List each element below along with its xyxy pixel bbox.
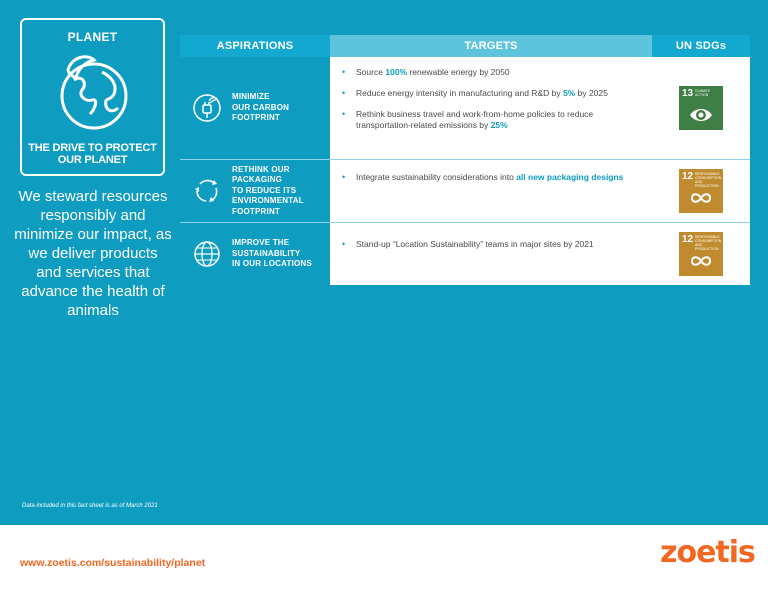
infinity-icon <box>689 187 713 209</box>
aspiration-cell <box>180 57 330 159</box>
footnote: Data included in this fact sheet is as of March 2021 <box>22 503 158 509</box>
mission-statement: We steward resources responsibly and minimize our impact, as we deliver products and services that advance the health of animals <box>14 188 172 319</box>
header-sdgs: UN SDGs <box>652 35 750 57</box>
planet-badge <box>20 18 165 176</box>
badge-title: PLANET <box>67 30 118 44</box>
sdg-12-tile: 12 RESPONSIBLE CONSUMPTION AND PRODUCTION <box>679 232 723 276</box>
targets-cell <box>330 223 652 285</box>
sdg-cell <box>652 57 750 159</box>
sdg-12-tile: 12 RESPONSIBLE CONSUMPTION AND PRODUCTION <box>679 169 723 213</box>
targets-cell <box>330 57 652 159</box>
plug-leaf-icon <box>192 93 222 123</box>
aspiration-label: IMPROVE THE SUSTAINABILITY IN OUR LOCATIONS <box>232 238 312 269</box>
infinity-icon <box>689 250 713 272</box>
target-item: • Stand-up “Location Sustainability” teams in major sites by 2021 <box>342 239 594 249</box>
table-row <box>180 223 750 285</box>
aspiration-cell <box>180 223 330 285</box>
target-item: • Rethink business travel and work-from-home policies to reduce transportation-related emissions by 25% <box>342 109 594 130</box>
sdg-cell <box>652 160 750 222</box>
globe-leaf-icon <box>52 50 136 134</box>
target-item: • Reduce energy intensity in manufacturing and R&D by 5% by 2025 <box>342 88 608 98</box>
target-item: • Source 100% renewable energy by 2050 <box>342 67 510 77</box>
recycle-arrows-icon <box>192 176 222 206</box>
zoetis-logo: zoetis <box>660 535 755 570</box>
table-header <box>180 35 750 57</box>
targets-cell <box>330 160 652 222</box>
table-row <box>180 160 750 223</box>
table-row <box>180 57 750 160</box>
badge-tagline: THE DRIVE TO PROTECT OUR PLANET <box>28 142 157 166</box>
globe-grid-icon <box>192 239 222 269</box>
aspiration-label: MINIMIZE OUR CARBON FOOTPRINT <box>232 92 290 123</box>
aspiration-cell <box>180 160 330 222</box>
target-item: • Integrate sustainability considerations into all new packaging designs <box>342 172 624 182</box>
sdg-13-tile: 13 CLIMATE ACTION <box>679 86 723 130</box>
eye-globe-icon <box>689 104 713 126</box>
sustainability-link[interactable]: www.zoetis.com/sustainability/planet <box>20 557 206 569</box>
header-aspirations: ASPIRATIONS <box>180 35 330 57</box>
aspiration-label: RETHINK OUR PACKAGING TO REDUCE ITS ENVIRONMENTAL FOOTPRINT <box>232 164 304 216</box>
header-targets: TARGETS <box>330 35 652 57</box>
aspirations-table <box>180 35 750 285</box>
sdg-cell <box>652 223 750 285</box>
